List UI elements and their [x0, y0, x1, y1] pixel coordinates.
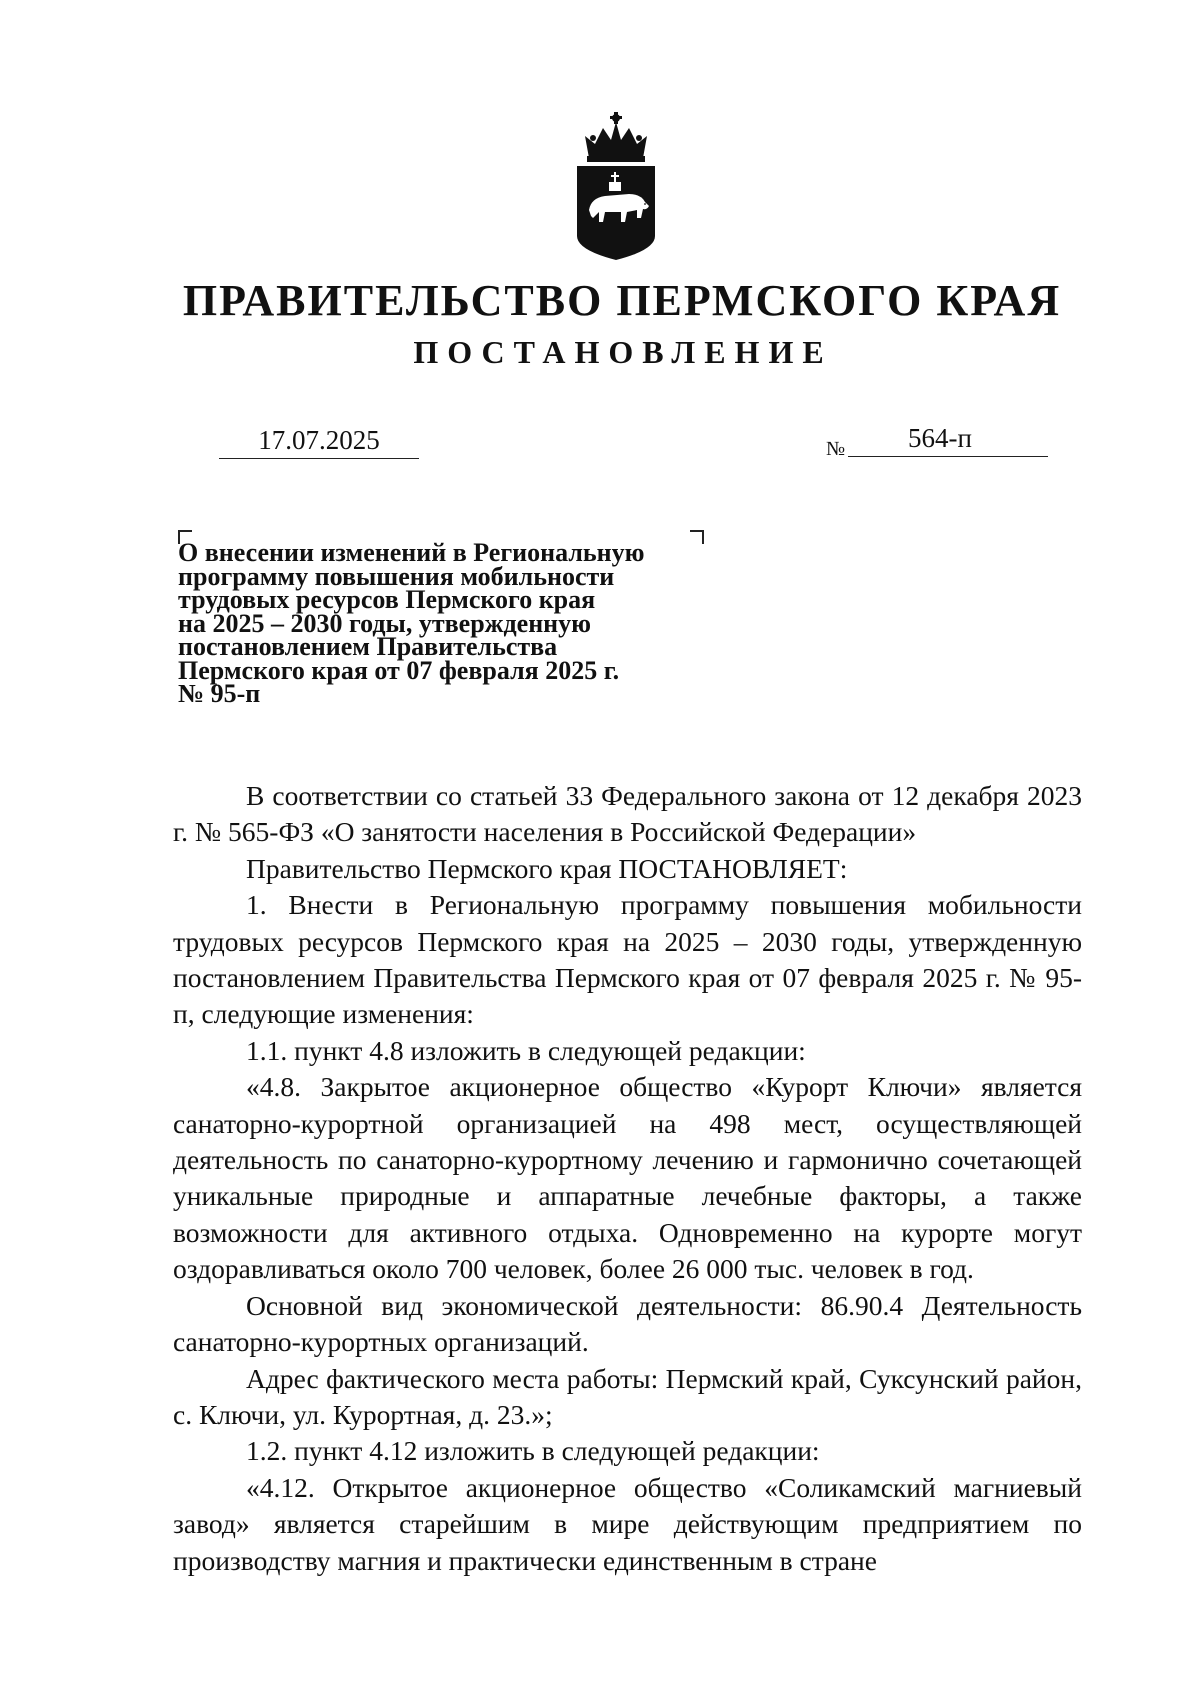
body-paragraph: Адрес фактического места работы: Пермский край, Суксунский район, с. Ключи, ул. Курортная, д. 23.»; [173, 1362, 1082, 1430]
document-number-field [848, 420, 1048, 457]
document-body [173, 778, 1082, 1579]
number-sign: № [826, 438, 846, 460]
subject-line: на 2025 – 2030 годы, утвержденную [178, 608, 592, 638]
document-number: 564-п [908, 423, 972, 453]
body-paragraph: «4.12. Открытое акционерное общество «Соликамский магниевый завод» является старейшим в мире действующим предприятием по производству магния и практически единственным в стране [173, 1471, 1082, 1576]
organization-title: ПРАВИТЕЛЬСТВО ПЕРМСКОГО КРАЯ [182, 276, 1062, 325]
subject-line: № 95-п [178, 679, 261, 708]
subject-line: О внесении изменений в Региональную [178, 538, 645, 567]
body-paragraph: 1.1. пункт 4.8 изложить в следующей редакции: [246, 1034, 806, 1066]
subject-line: программу повышения мобильности [178, 561, 615, 591]
body-paragraph: Основной вид экономической деятельности: 86.90.4 Деятельность санаторно-курортных организаций. [173, 1289, 1082, 1358]
subject-text [178, 530, 698, 706]
subject-line: Пермского края от 07 февраля 2025 г. [178, 655, 620, 685]
perm-krai-coat-of-arms-icon [571, 110, 661, 260]
body-paragraph: Правительство Пермского края ПОСТАНОВЛЯЕТ: [246, 852, 848, 884]
document-type-title: ПОСТАНОВЛЕНИЕ [413, 334, 833, 370]
subject-line: трудовых ресурсов Пермского края [178, 585, 596, 614]
document-date: 17.07.2025 [219, 422, 419, 459]
body-paragraph: В соответствии со статьей 33 Федерального закона от 12 декабря 2023 г. № 565-ФЗ «О занятости населения в Российской Федерации» [173, 780, 1082, 848]
body-paragraph: 1. Внести в Региональную программу повышения мобильности трудовых ресурсов Пермского края на 2025 – 2030 годы, утвержденную постановлением Правительства Пермского края от 07 февраля 2025 г. № 95-п, следующие изменения: [173, 889, 1082, 1030]
body-paragraph: «4.8. Закрытое акционерное общество «Курорт Ключи» является санаторно-курортной организацией на 498 мест, осуществляющей деятельность по санаторно-курортному лечению и гармонично сочетающей уникальные природные и аппаратные лечебные факторы, а также возможности для активного отдыха. Одновременно на курорте могут оздоравливаться около 700 человек, более 26 000 тыс. человек в год. [173, 1071, 1082, 1285]
body-paragraph: 1.2. пункт 4.12 изложить в следующей редакции: [246, 1435, 820, 1467]
document-subject [178, 530, 698, 706]
subject-line: постановлением Правительства [178, 632, 558, 661]
